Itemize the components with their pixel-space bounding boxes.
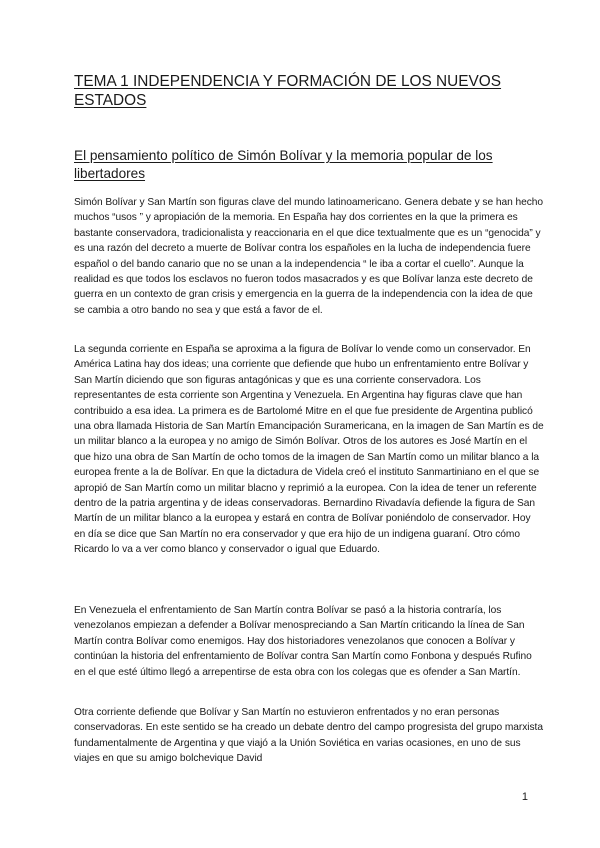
page-number: 1 xyxy=(521,791,528,803)
document-title: TEMA 1 INDEPENDENCIA Y FORMACIÓN DE LOS NUEVOS ESTADOS xyxy=(74,73,502,109)
paragraph-1: Simón Bolívar y San Martín son figuras clave del mundo latinoamericano. Genera debate y se han hecho muchos “usos ” y apropiación de la memoria. En España hay dos corrientes en la que la primera es bastante conservadora, tradicionalista y reaccionaria en el que dice textualmente que es un “genocida” y es una razón del decreto a muerte de Bolívar contra los españoles en la lucha de independencia fuere español o del bando canario que no se unan a la independencia “ le iba a cortar el cuello”. Aunque la realidad es que todos los esclavos no fueron todos masacrados y es que Bolívar lanza este decreto de guerra en un contexto de gran crisis y emergencia en la guerra de la independencia con la idea de que se cambia a otro bando no sea y que está a favor de el. xyxy=(74,197,543,316)
paragraph-3: En Venezuela el enfrentamiento de San Martín contra Bolívar se pasó a la historia contraría, los venezolanos empiezan a defender a Bolívar menospreciando a San Martín criticando la línea de San Martín contra Bolívar como enemigos. Hay dos historiadores venezolanos que conocen a Bolívar y continúan la historia del enfrentamiento de Bolívar contra San Martín como Fonbona y después Rufino en el que esté último llegó a arrepentirse de esta obra con los colegas que es ofender a San Martín. xyxy=(74,605,532,678)
paragraph-2: La segunda corriente en España se aproxima a la figura de Bolívar lo vende como un conservador. En América Latina hay dos ideas; una corriente que defiende que hubo un enfrentamiento entre Bolívar y San Martín diciendo que son figuras antagónicas y que es una corriente conservadora. Los representantes de esta corriente son Argentina y Venezuela. En Argentina hay figuras clave que han contribuido a esa idea. La primera es de Bartolomé Mitre en el que fue presidente de Argentina publicó una obra llamada Historia de San Martín Emancipación Suramericana, en la imagen de San Martín es de un militar blanco a la europea y no amigo de Simón Bolívar. Otros de los autores es José Martín en el que hizo una obra de San Martín de ocho tomos de la imagen de San Martín como un militar blanco a la europea frente a la de Bolívar. En que la dictadura de Videla creó el instituto Sanmartiniano en el que se apropió de San Martín como un militar blacno y reprimió a la europea. Con la idea de tener un referente dentro de la patria argentina y de ideas conservadoras. Bernardino Rivadavía defiende la figura de San Martín de un militar blanco a la europea y estará en contra de Bolívar poniéndolo de conservador. Hoy en día se dice que San Martín no era conservador y que era hijo de un indigena guaraní. Otro cómo Ricardo lo va a ver como blanco y conservador o igual que Eduardo. xyxy=(74,344,544,556)
section-subtitle: El pensamiento político de Simón Bolívar y la memoria popular de los libertadores xyxy=(74,148,493,181)
paragraph-4: Otra corriente defiende que Bolívar y San Martín no estuvieron enfrentados y no eran personas conservadoras. En este sentido se ha creado un debate dentro del campo progresista del grupo marxista fundamentalmente de Argentina y que viajó a la Unión Soviética en varias ocasiones, en uno de sus viajes en que su amigo bolchevique David xyxy=(74,707,543,765)
